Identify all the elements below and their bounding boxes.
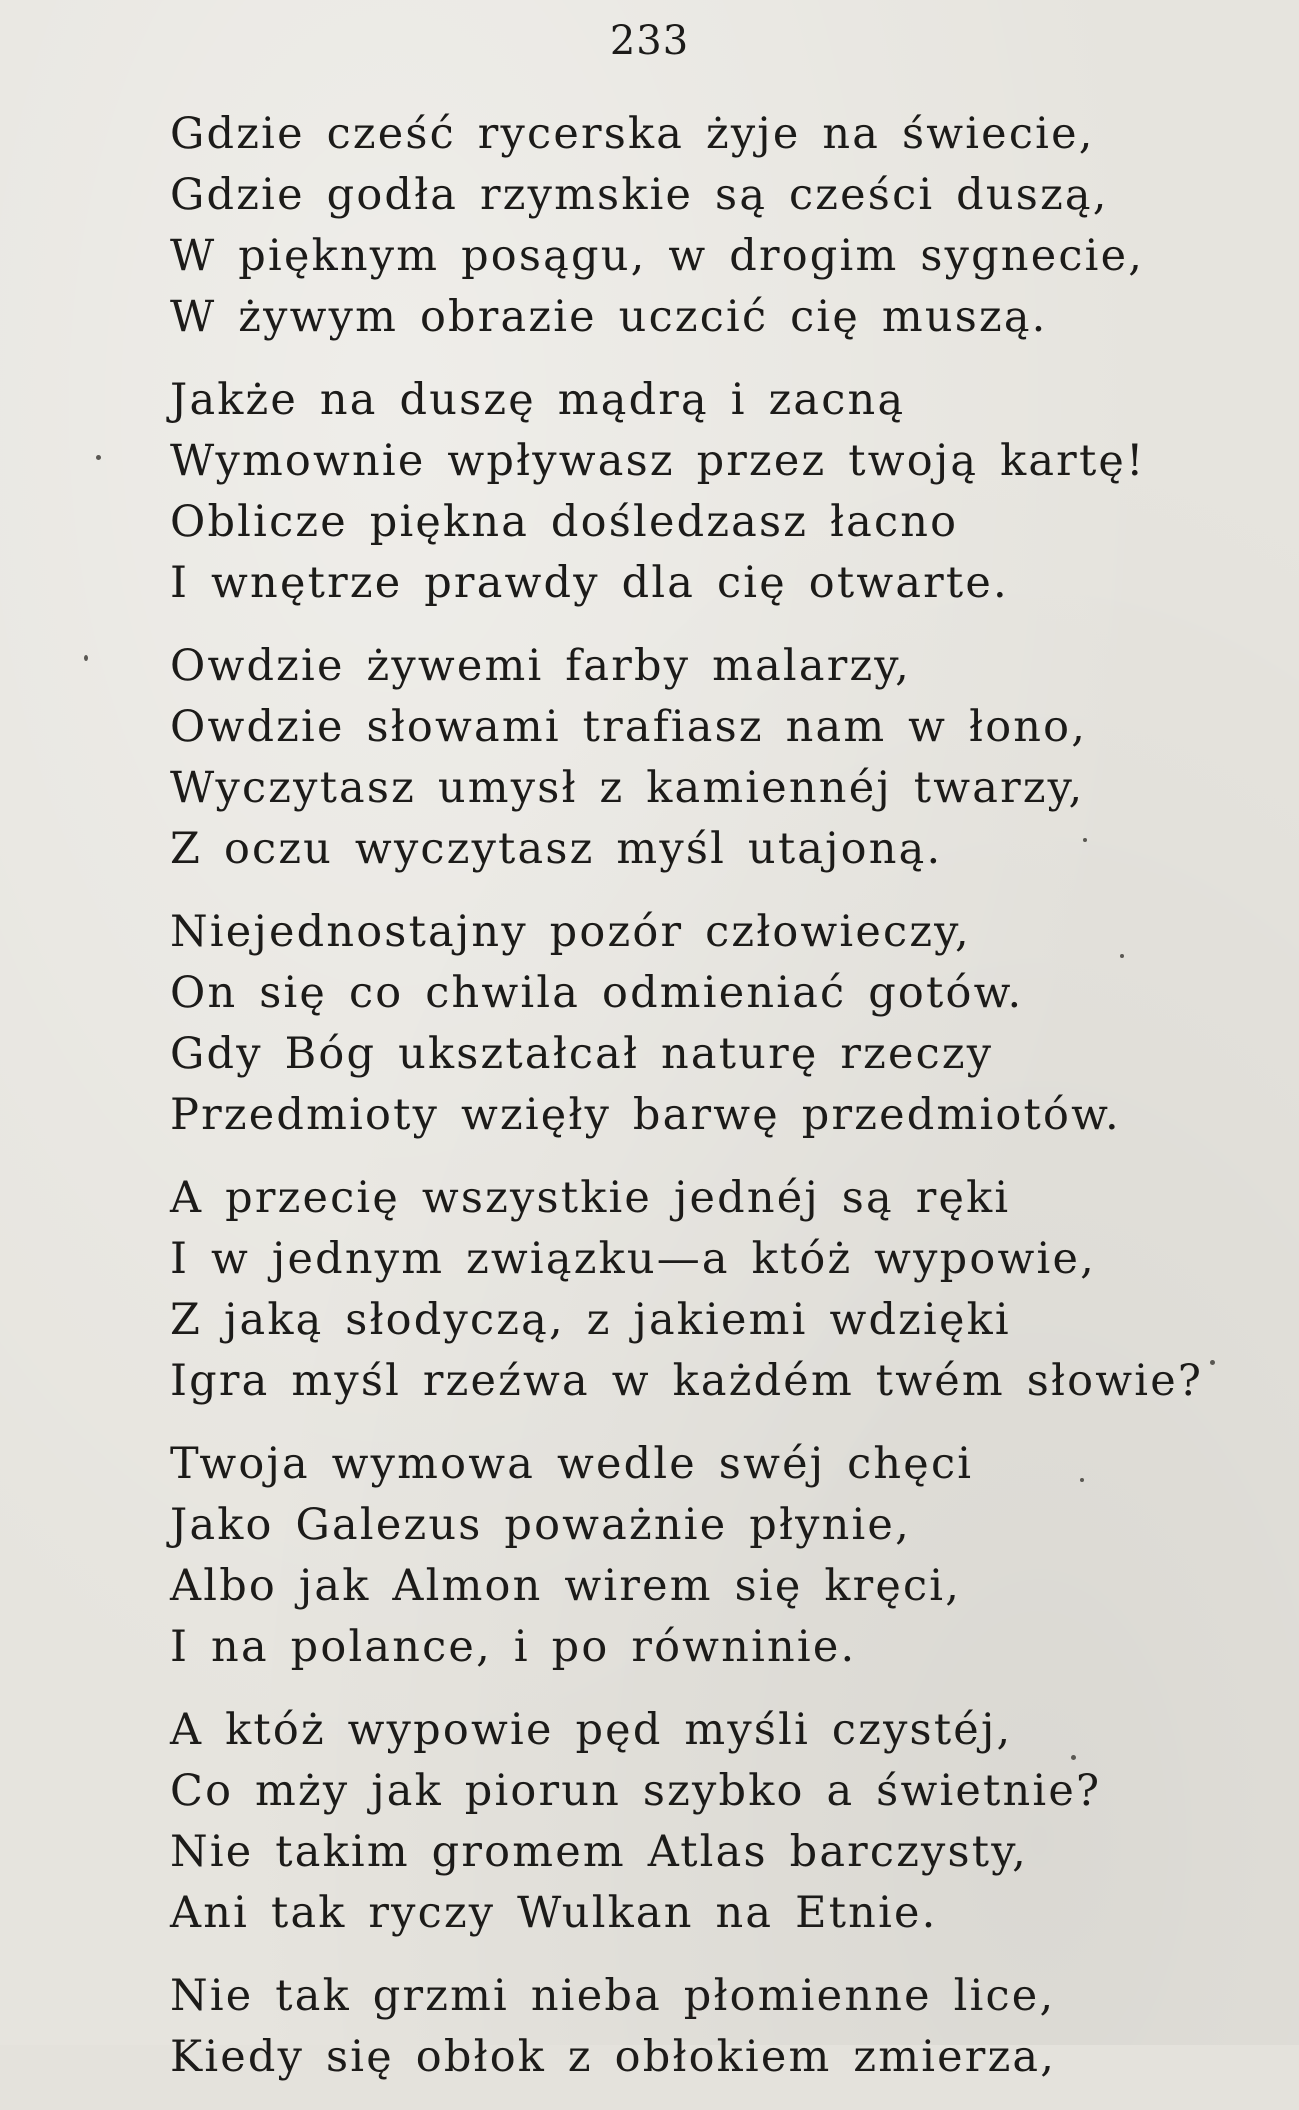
poem-line: Wyczytasz umysł z kamiennéj twarzy, bbox=[170, 763, 1085, 813]
stanza bbox=[170, 902, 1230, 1146]
poem-line: Jako Galezus poważnie płynie, bbox=[170, 1500, 911, 1550]
print-speck bbox=[1210, 1360, 1215, 1365]
poem-line: Nie takim gromem Atlas barczysty, bbox=[170, 1827, 1028, 1877]
stanza bbox=[170, 370, 1230, 614]
poem-line: Nie tak grzmi nieba płomienne lice, bbox=[170, 1971, 1056, 2021]
print-speck bbox=[1120, 954, 1124, 958]
print-speck bbox=[1083, 838, 1087, 842]
stanza bbox=[170, 1700, 1230, 1944]
poem-line: Z oczu wyczytasz myśl utajoną. bbox=[170, 824, 943, 874]
poem-line: Oblicze piękna dośledzasz łacno bbox=[170, 497, 959, 547]
poem-line: Z jaką słodyczą, z jakiemi wdzięki bbox=[170, 1295, 1011, 1345]
poem-line: Niejednostajny pozór człowieczy, bbox=[170, 907, 971, 957]
stanza bbox=[170, 1434, 1230, 1678]
page-number: 233 bbox=[609, 18, 690, 64]
print-speck bbox=[1071, 1755, 1076, 1760]
poem-line: I na polance, i po równinie. bbox=[170, 1622, 857, 1672]
poem-line: I wnętrze prawdy dla cię otwarte. bbox=[170, 558, 1009, 608]
poem-line: Przedmioty wzięły barwę przedmiotów. bbox=[170, 1090, 1121, 1140]
stanza bbox=[170, 104, 1230, 348]
poem-line: Kiedy się obłok z obłokiem zmierza, bbox=[170, 2032, 1057, 2082]
print-speck bbox=[84, 655, 88, 661]
poem-line: W pięknym posągu, w drogim sygnecie, bbox=[170, 231, 1145, 281]
poem-line: Jakże na duszę mądrą i zacną bbox=[170, 375, 906, 425]
poem-line: Wymownie wpływasz przez twoją kartę! bbox=[170, 436, 1146, 486]
print-speck bbox=[1080, 1478, 1084, 1482]
poem-line: On się co chwila odmieniać gotów. bbox=[170, 968, 1024, 1018]
poem-line: Gdzie cześć rycerska żyje na świecie, bbox=[170, 109, 1095, 159]
poem-line: Gdy Bóg ukształcał naturę rzeczy bbox=[170, 1029, 994, 1079]
stanza bbox=[170, 636, 1230, 880]
poem-line: Igra myśl rzeźwa w każdém twém słowie? bbox=[170, 1356, 1204, 1406]
stanza bbox=[170, 1966, 1230, 2088]
poem-text bbox=[170, 104, 1230, 2110]
poem-line: A któż wypowie pęd myśli czystéj, bbox=[170, 1705, 1013, 1755]
poem-line: I w jednym związku—a któż wypowie, bbox=[170, 1234, 1096, 1284]
poem-line: Twoja wymowa wedle swéj chęci bbox=[170, 1439, 974, 1489]
poem-line: Ani tak ryczy Wulkan na Etnie. bbox=[170, 1888, 938, 1938]
stanza bbox=[170, 1168, 1230, 1412]
poem-line: Owdzie żywemi farby malarzy, bbox=[170, 641, 911, 691]
print-speck bbox=[96, 455, 101, 460]
poem-line: A przecię wszystkie jednéj są ręki bbox=[170, 1173, 1011, 1223]
poem-line: W żywym obrazie uczcić cię muszą. bbox=[170, 292, 1048, 342]
poem-line: Co mży jak piorun szybko a świetnie? bbox=[170, 1766, 1102, 1816]
poem-line: Albo jak Almon wirem się kręci, bbox=[170, 1561, 962, 1611]
poem-line: Gdzie godła rzymskie są cześci duszą, bbox=[170, 170, 1109, 220]
poem-line: Owdzie słowami trafiasz nam w łono, bbox=[170, 702, 1088, 752]
